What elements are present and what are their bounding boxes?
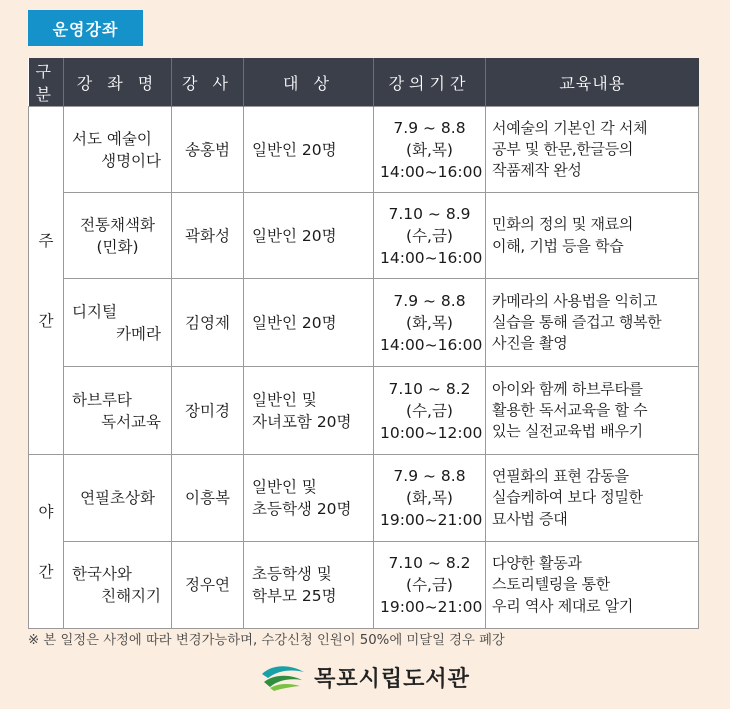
table-row [29,107,699,193]
table-row [29,542,699,629]
group-evening-char-1: 야 [38,502,54,521]
course-name: 서도 예술이 생명이다 [64,107,172,193]
course-instructor: 장미경 [172,367,244,455]
course-content: 아이와 함께 하브루타를 활용한 독서교육을 할 수 있는 실전교육법 배우기 [486,367,699,455]
library-name: 목포시립도서관 [314,666,470,692]
cancellation-notice: ※ 본 일정은 사정에 따라 변경가능하며, 수강신청 인원이 50%에 미달일 경우 폐강 [28,633,505,648]
table-row [29,367,699,455]
course-content: 민화의 정의 및 재료의 이해, 기법 등을 학습 [486,193,699,279]
course-instructor: 김영제 [172,279,244,367]
course-target: 일반인 20명 [244,193,374,279]
course-instructor: 송홍범 [172,107,244,193]
course-instructor: 곽화성 [172,193,244,279]
course-name: 한국사와 친해지기 [64,542,172,629]
course-schedule-table [28,58,699,629]
table-row [29,193,699,279]
course-name: 하브루타 독서교육 [64,367,172,455]
course-target: 일반인 20명 [244,107,374,193]
header-period: 강의기간 [374,58,486,107]
course-period: 7.10 ~ 8.2 (수,금) 10:00~12:00 [374,367,486,455]
group-evening [29,455,64,629]
course-period: 7.10 ~ 8.2 (수,금) 19:00~21:00 [374,542,486,629]
course-name: 연필초상화 [64,455,172,542]
course-name: 전통채색화 (민화) [64,193,172,279]
course-period: 7.9 ~ 8.8 (화,목) 14:00~16:00 [374,107,486,193]
section-badge: 운영강좌 [28,10,143,46]
course-content: 카메라의 사용법을 익히고 실습을 통해 즐겁고 행복한 사진을 촬영 [486,279,699,367]
course-target: 일반인 및 자녀포함 20명 [244,367,374,455]
group-evening-char-2: 간 [38,562,54,581]
footer [0,657,730,697]
course-period: 7.9 ~ 8.8 (화,목) 19:00~21:00 [374,455,486,542]
course-period: 7.10 ~ 8.9 (수,금) 14:00~16:00 [374,193,486,279]
course-content: 연필화의 표현 감동을 실습케하여 보다 정밀한 묘사법 증대 [486,455,699,542]
table-row [29,279,699,367]
course-target: 일반인 20명 [244,279,374,367]
header-content: 교육내용 [486,58,699,107]
course-name: 디지털 카메라 [64,279,172,367]
course-content: 다양한 활동과 스토리텔링을 통한 우리 역사 제대로 알기 [486,542,699,629]
header-instructor: 강 사 [172,58,244,107]
course-instructor: 이흥복 [172,455,244,542]
header-target: 대 상 [244,58,374,107]
mokpo-library-logo-icon [260,662,306,692]
course-content: 서예술의 기본인 각 서체 공부 및 한문,한글등의 작품제작 완성 [486,107,699,193]
table-header-row [29,58,699,107]
course-period: 7.9 ~ 8.8 (화,목) 14:00~16:00 [374,279,486,367]
header-category: 구분 [29,58,64,107]
header-course-name: 강 좌 명 [64,58,172,107]
group-daytime-char-2: 간 [38,311,54,330]
course-target: 초등학생 및 학부모 25명 [244,542,374,629]
table-row [29,455,699,542]
group-daytime-char-1: 주 [38,231,54,250]
course-instructor: 정우연 [172,542,244,629]
group-daytime [29,107,64,455]
course-target: 일반인 및 초등학생 20명 [244,455,374,542]
